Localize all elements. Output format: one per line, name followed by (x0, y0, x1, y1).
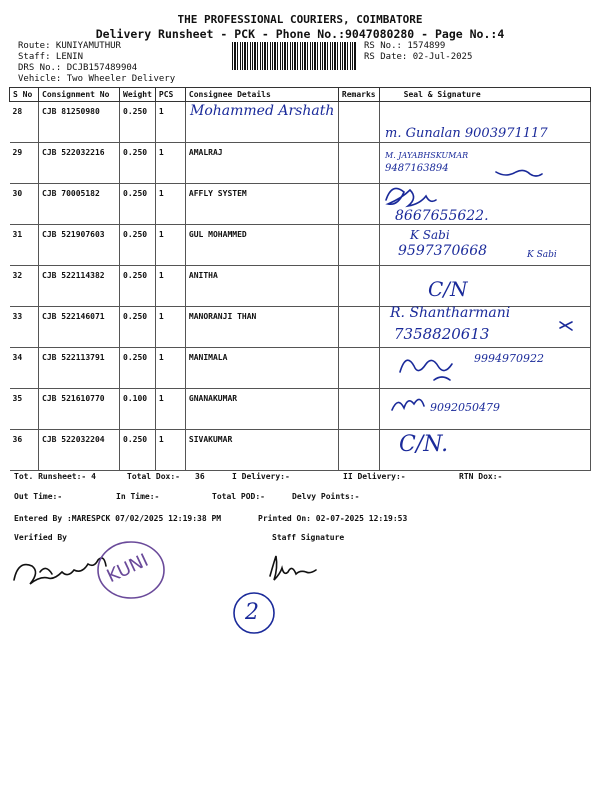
rs-date: RS Date: 02-Jul-2025 (364, 52, 473, 62)
rs-number: RS No.: 1574899 (364, 41, 446, 51)
stamp-text: KUNI (103, 549, 152, 588)
scribble-mark (434, 377, 450, 380)
cell-pcs: 1 (155, 430, 185, 471)
handwritten-signature: m. Gunalan 9003971117 (385, 126, 548, 141)
scribble-mark (386, 188, 436, 206)
staff: Staff: LENIN (18, 52, 84, 62)
handwritten-signature: 7358820613 (394, 325, 490, 343)
cell-pcs: 1 (155, 102, 185, 143)
cell-weight: 0.250 (120, 143, 156, 184)
cell-pcs: 1 (155, 266, 185, 307)
handwritten-signature: 9487163894 (385, 163, 449, 174)
col-consignee: Consignee Details (185, 88, 338, 102)
cell-sno: 31 (10, 225, 39, 266)
handwritten-signature: K Sabi (410, 228, 450, 242)
handwritten-consignee: Mohammed Arshath (190, 103, 335, 119)
verified-by-label: Verified By (14, 533, 67, 542)
cell-consignee: AMALRAJ (185, 143, 338, 184)
handwritten-signature: 9597370668 (398, 243, 488, 259)
cell-consignment: CJB 521610770 (39, 389, 120, 430)
cell-consignment: CJB 522113791 (39, 348, 120, 389)
staff-signature-label: Staff Signature (272, 533, 345, 542)
handwritten-signature: C/N (428, 277, 468, 301)
cell-consignee: AFFLY SYSTEM (185, 184, 338, 225)
cell-sno: 28 (10, 102, 39, 143)
i-delivery: I Delivery:- (232, 472, 290, 481)
cell-consignee: MANORANJI THAN (185, 307, 338, 348)
cell-sno: 30 (10, 184, 39, 225)
drs-number: DRS No.: DCJB157489904 (18, 63, 138, 73)
cell-pcs: 1 (155, 389, 185, 430)
cell-sno: 32 (10, 266, 39, 307)
cell-sno: 34 (10, 348, 39, 389)
cell-consignment: CJB 521907603 (39, 225, 120, 266)
route: Route: KUNIYAMUTHUR (18, 41, 121, 51)
col-consignment: Consignment No (39, 88, 120, 102)
vehicle: Vehicle: Two Wheeler Delivery (18, 74, 176, 84)
tot-runsheet: Tot. Runsheet:- 4 (14, 472, 96, 481)
cell-consignment: CJB 522032216 (39, 143, 120, 184)
scribble-mark (560, 322, 572, 330)
rtn-dox: RTN Dox:- (459, 472, 503, 481)
handwritten-signature: 9994970922 (474, 352, 544, 365)
cell-sno: 33 (10, 307, 39, 348)
cell-weight: 0.250 (120, 225, 156, 266)
handwritten-signature: 8667655622. (395, 208, 489, 224)
col-weight: Weight (120, 88, 156, 102)
col-pcs: PCS (155, 88, 185, 102)
cell-consignee: MANIMALA (185, 348, 338, 389)
cell-weight: 0.250 (120, 348, 156, 389)
cell-pcs: 1 (155, 184, 185, 225)
cell-pcs: 1 (155, 307, 185, 348)
in-time: In Time:- (116, 492, 160, 501)
cell-consignment: CJB 70005182 (39, 184, 120, 225)
total-dox: Total Dox:- (127, 472, 180, 481)
cell-weight: 0.250 (120, 102, 156, 143)
total-dox-value: 36 (195, 472, 205, 481)
cell-pcs: 1 (155, 348, 185, 389)
col-remarks: Remarks (338, 88, 379, 102)
col-signature: Seal & Signature (379, 88, 590, 102)
cell-sno: 35 (10, 389, 39, 430)
out-time: Out Time:- (14, 492, 63, 501)
cell-weight: 0.250 (120, 266, 156, 307)
circled-number: 2 (245, 600, 259, 625)
cell-weight: 0.250 (120, 307, 156, 348)
scribble-mark (496, 170, 542, 176)
entered-by: Entered By :MARESPCK 07/02/2025 12:19:38 PM (14, 514, 222, 523)
cell-consignment: CJB 522146071 (39, 307, 120, 348)
cell-consignment: CJB 522032204 (39, 430, 120, 471)
cell-pcs: 1 (155, 225, 185, 266)
handwritten-signature: 9092050479 (430, 401, 500, 414)
cell-weight: 0.100 (120, 389, 156, 430)
company-name: THE PROFESSIONAL COURIERS, COIMBATORE (177, 13, 423, 26)
handwritten-signature: R. Shantharmani (390, 305, 511, 321)
cell-consignee: ANITHA (185, 266, 338, 307)
delvy-points: Delvy Points:- (292, 492, 360, 501)
cell-consignment: CJB 81250980 (39, 102, 120, 143)
cell-consignee: SIVAKUMAR (185, 430, 338, 471)
cell-consignee: GUL MOHAMMED (185, 225, 338, 266)
col-sno: S No (10, 88, 39, 102)
total-pod: Total POD:- (212, 492, 265, 501)
cell-weight: 0.250 (120, 430, 156, 471)
handwritten-signature: K Sabi (527, 250, 557, 260)
cell-consignee: GNANAKUMAR (185, 389, 338, 430)
cell-sno: 29 (10, 143, 39, 184)
scribble-mark (400, 360, 452, 372)
ii-delivery: II Delivery:- (343, 472, 406, 481)
cell-sno: 36 (10, 430, 39, 471)
cell-consignment: CJB 522114382 (39, 266, 120, 307)
handwritten-signature: C/N. (399, 432, 449, 457)
printed-on: Printed On: 02-07-2025 12:19:53 (258, 514, 408, 523)
cell-weight: 0.250 (120, 184, 156, 225)
runsheet-title: Delivery Runsheet - PCK - Phone No.:9047080280 - Page No.:4 (95, 27, 505, 41)
cell-pcs: 1 (155, 143, 185, 184)
scribble-mark (392, 399, 424, 410)
handwritten-signature: M. JAYABHSKUMAR (385, 151, 469, 160)
